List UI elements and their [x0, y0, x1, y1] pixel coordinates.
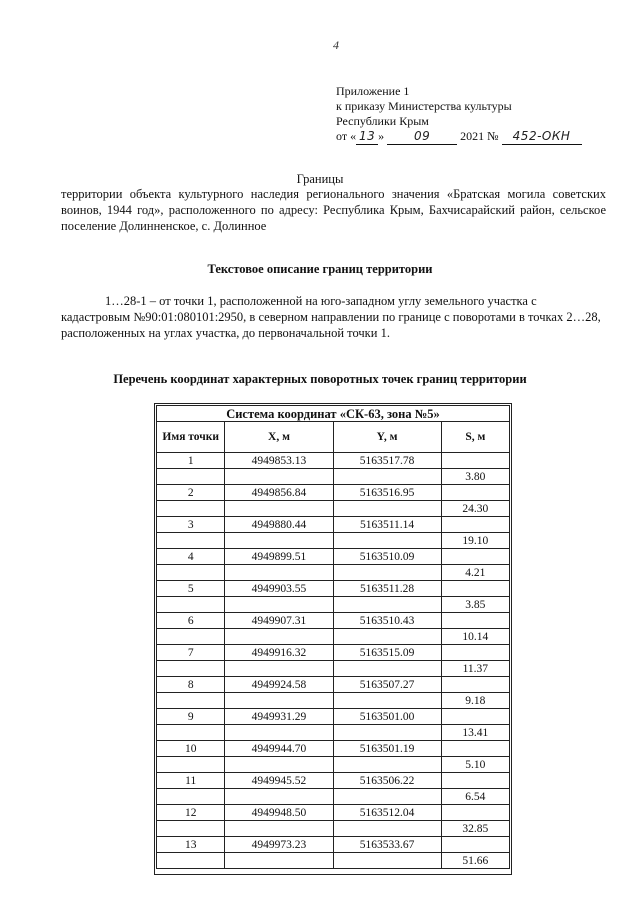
table-row	[157, 805, 510, 821]
empty-cell	[157, 853, 225, 869]
table-row	[157, 853, 510, 869]
empty-cell	[225, 661, 333, 677]
distance-cell-empty	[441, 613, 509, 629]
y-coordinate-cell: 5163501.00	[333, 709, 441, 725]
empty-cell	[225, 789, 333, 805]
empty-cell	[333, 789, 441, 805]
point-name-cell: 2	[157, 485, 225, 501]
table-row	[157, 837, 510, 853]
table-row	[157, 757, 510, 773]
y-coordinate-cell: 5163506.22	[333, 773, 441, 789]
table-row	[157, 565, 510, 581]
empty-cell	[333, 501, 441, 517]
distance-cell-empty	[441, 837, 509, 853]
table-row	[157, 693, 510, 709]
distance-cell-empty	[441, 773, 509, 789]
empty-cell	[225, 693, 333, 709]
table-row	[157, 821, 510, 837]
empty-cell	[157, 629, 225, 645]
table-row	[157, 773, 510, 789]
table-row	[157, 549, 510, 565]
order-year-no: 2021 №	[460, 129, 499, 143]
empty-cell	[157, 597, 225, 613]
empty-cell	[225, 469, 333, 485]
point-name-cell: 1	[157, 453, 225, 469]
table-row	[157, 485, 510, 501]
text-description-heading: Текстовое описание границ территории	[207, 262, 433, 276]
y-coordinate-cell: 5163507.27	[333, 677, 441, 693]
empty-cell	[157, 469, 225, 485]
distance-cell: 24.30	[441, 501, 509, 517]
document-title: Границы	[296, 172, 344, 186]
point-name-cell: 8	[157, 677, 225, 693]
distance-cell-empty	[441, 805, 509, 821]
empty-cell	[225, 501, 333, 517]
table-row	[157, 677, 510, 693]
x-coordinate-cell: 4949944.70	[225, 741, 333, 757]
date-mid: »	[378, 129, 385, 143]
table-row	[157, 613, 510, 629]
distance-cell-empty	[441, 645, 509, 661]
table-row	[157, 661, 510, 677]
date-prefix: от «	[336, 129, 357, 143]
point-name-cell: 12	[157, 805, 225, 821]
empty-cell	[333, 725, 441, 741]
empty-cell	[157, 501, 225, 517]
distance-cell: 6.54	[441, 789, 509, 805]
coordinates-table-body	[157, 453, 510, 869]
table-row	[157, 501, 510, 517]
y-coordinate-cell: 5163511.14	[333, 517, 441, 533]
empty-cell	[333, 597, 441, 613]
empty-cell	[157, 661, 225, 677]
coordinates-table	[156, 405, 510, 869]
date-day: 13	[356, 129, 378, 145]
x-coordinate-cell: 4949853.13	[225, 453, 333, 469]
point-name-cell: 4	[157, 549, 225, 565]
empty-cell	[157, 565, 225, 581]
y-coordinate-cell: 5163533.67	[333, 837, 441, 853]
table-row	[157, 709, 510, 725]
empty-cell	[225, 597, 333, 613]
table-row	[157, 517, 510, 533]
distance-cell: 4.21	[441, 565, 509, 581]
empty-cell	[225, 725, 333, 741]
empty-cell	[333, 661, 441, 677]
empty-cell	[333, 757, 441, 773]
coordinate-system-header: Система координат «СК-63, зона №5»	[157, 406, 510, 422]
y-coordinate-cell: 5163517.78	[333, 453, 441, 469]
y-coordinate-cell: 5163512.04	[333, 805, 441, 821]
appendix-line-3: Республики Крым	[336, 114, 429, 128]
x-coordinate-cell: 4949907.31	[225, 613, 333, 629]
appendix-block	[336, 84, 606, 145]
date-month: 09	[387, 129, 457, 145]
y-coordinate-cell: 5163511.28	[333, 581, 441, 597]
table-row	[157, 533, 510, 549]
y-coordinate-cell: 5163516.95	[333, 485, 441, 501]
x-coordinate-cell: 4949945.52	[225, 773, 333, 789]
empty-cell	[333, 469, 441, 485]
distance-cell: 5.10	[441, 757, 509, 773]
y-coordinate-cell: 5163515.09	[333, 645, 441, 661]
point-name-cell: 9	[157, 709, 225, 725]
distance-cell-empty	[441, 517, 509, 533]
x-coordinate-cell: 4949903.55	[225, 581, 333, 597]
y-coordinate-cell: 5163510.09	[333, 549, 441, 565]
distance-cell-empty	[441, 453, 509, 469]
column-header-s: S, м	[441, 422, 509, 453]
x-coordinate-cell: 4949899.51	[225, 549, 333, 565]
distance-cell: 32.85	[441, 821, 509, 837]
empty-cell	[157, 533, 225, 549]
coordinates-list-heading: Перечень координат характерных поворотных точек границ территории	[113, 372, 527, 386]
empty-cell	[157, 789, 225, 805]
column-header-y: Y, м	[333, 422, 441, 453]
point-name-cell: 13	[157, 837, 225, 853]
distance-cell: 11.37	[441, 661, 509, 677]
x-coordinate-cell: 4949880.44	[225, 517, 333, 533]
table-row	[157, 597, 510, 613]
distance-cell-empty	[441, 549, 509, 565]
empty-cell	[157, 821, 225, 837]
page-number: 4	[333, 38, 339, 52]
table-row	[157, 789, 510, 805]
x-coordinate-cell: 4949924.58	[225, 677, 333, 693]
x-coordinate-cell: 4949973.23	[225, 837, 333, 853]
appendix-line-2: к приказу Министерства культуры	[336, 99, 512, 113]
empty-cell	[225, 853, 333, 869]
point-name-cell: 7	[157, 645, 225, 661]
table-row	[157, 741, 510, 757]
table-row	[157, 581, 510, 597]
x-coordinate-cell: 4949948.50	[225, 805, 333, 821]
point-name-cell: 10	[157, 741, 225, 757]
empty-cell	[333, 629, 441, 645]
empty-cell	[333, 533, 441, 549]
table-row	[157, 453, 510, 469]
empty-cell	[225, 629, 333, 645]
order-number: 452-ОКН	[502, 129, 582, 145]
empty-cell	[333, 821, 441, 837]
x-coordinate-cell: 4949931.29	[225, 709, 333, 725]
x-coordinate-cell: 4949856.84	[225, 485, 333, 501]
table-row	[157, 645, 510, 661]
table-row	[157, 629, 510, 645]
distance-cell: 9.18	[441, 693, 509, 709]
empty-cell	[225, 533, 333, 549]
table-row	[157, 469, 510, 485]
column-header-name: Имя точки	[157, 422, 225, 453]
column-header-x: X, м	[225, 422, 333, 453]
empty-cell	[225, 757, 333, 773]
distance-cell: 3.80	[441, 469, 509, 485]
document-subject: территории объекта культурного наследия регионального значения «Братская могила советских воинов, 1944 год», расположенного по адресу: Республика Крым, Бахчисарайский район, сельское поселение Долинненское, с. Долинное	[61, 187, 606, 233]
distance-cell: 19.10	[441, 533, 509, 549]
empty-cell	[157, 693, 225, 709]
empty-cell	[157, 725, 225, 741]
appendix-line-1: Приложение 1	[336, 84, 410, 98]
x-coordinate-cell: 4949916.32	[225, 645, 333, 661]
empty-cell	[333, 565, 441, 581]
distance-cell: 3.85	[441, 597, 509, 613]
distance-cell-empty	[441, 677, 509, 693]
point-name-cell: 6	[157, 613, 225, 629]
distance-cell: 10.14	[441, 629, 509, 645]
boundary-description: 1…28-1 – от точки 1, расположенной на юго-западном углу земельного участка с кадастровым №90:01:080101:2950, в северном направлении по границе с поворотами в точках 2…28, расположенных на углах участка, до первоначальной точки 1.	[61, 294, 601, 340]
table-row	[157, 725, 510, 741]
y-coordinate-cell: 5163510.43	[333, 613, 441, 629]
distance-cell: 51.66	[441, 853, 509, 869]
appendix-date-line	[336, 129, 606, 145]
empty-cell	[333, 693, 441, 709]
distance-cell: 13.41	[441, 725, 509, 741]
distance-cell-empty	[441, 741, 509, 757]
empty-cell	[157, 757, 225, 773]
y-coordinate-cell: 5163501.19	[333, 741, 441, 757]
empty-cell	[225, 821, 333, 837]
distance-cell-empty	[441, 485, 509, 501]
empty-cell	[333, 853, 441, 869]
point-name-cell: 3	[157, 517, 225, 533]
point-name-cell: 5	[157, 581, 225, 597]
point-name-cell: 11	[157, 773, 225, 789]
distance-cell-empty	[441, 581, 509, 597]
distance-cell-empty	[441, 709, 509, 725]
empty-cell	[225, 565, 333, 581]
